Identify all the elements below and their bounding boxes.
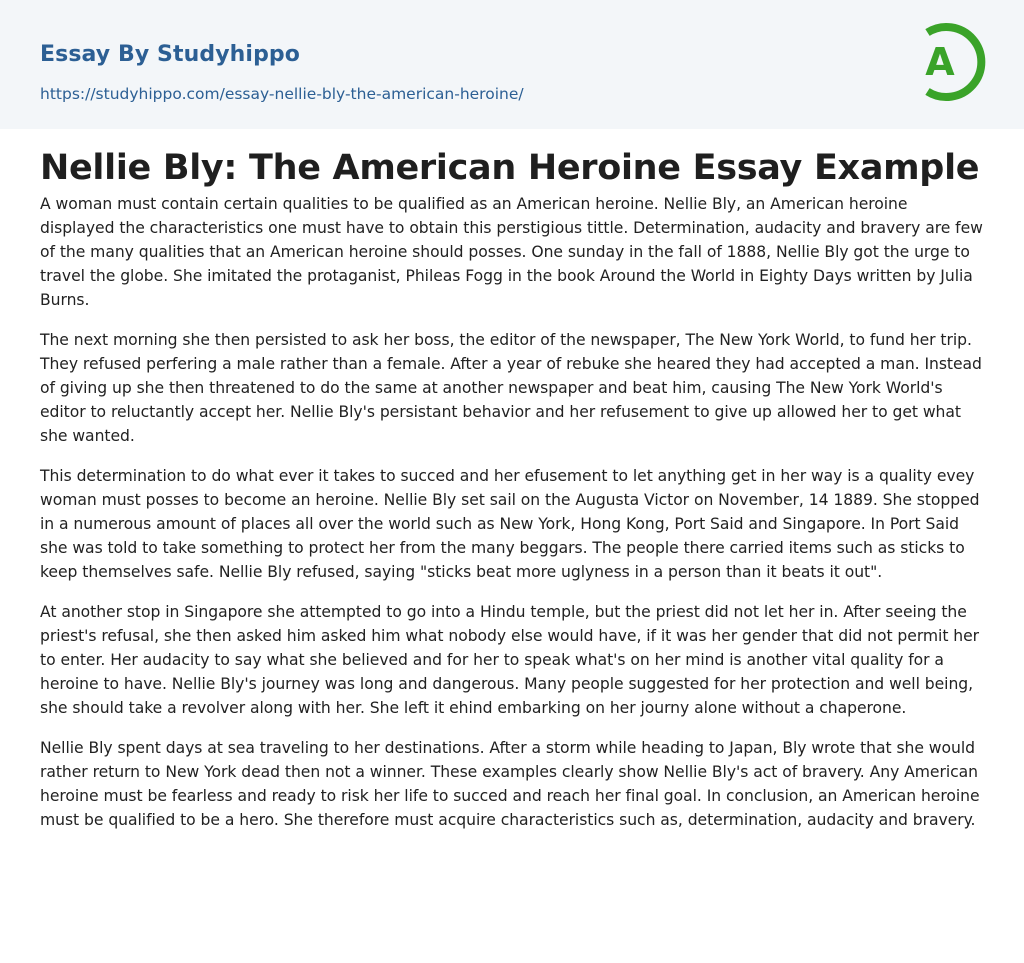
letter-a-ring-logo-icon[interactable] xyxy=(912,19,986,105)
logo-letter: A xyxy=(925,40,955,84)
article-paragraph: Nellie Bly spent days at sea traveling to her destinations. After a storm while heading to Japan, Bly wrote that she would rather return to New York dead then not a winner. These examples clearly show Nellie Bly's act of bravery. Any American heroine must be fearless and ready to risk her life to succed and reach her final goal. In conclusion, an American heroine must be qualified to be a hero. She therefore must acquire characteristics such as, determination, audacity and bravery. xyxy=(40,739,980,829)
source-url-link[interactable]: https://studyhippo.com/essay-nellie-bly-the-american-heroine/ xyxy=(40,85,524,103)
article xyxy=(0,129,1024,832)
article-paragraph: The next morning she then persisted to ask her boss, the editor of the newspaper, The New York World, to fund her trip. They refused perfering a male rather than a female. After a year of rebuke she heared they had accepted a man. Instead of giving up she then threatened to do the same at another newspaper and beat him, causing The New York World's editor to reluctantly accept her. Nellie Bly's persistant behavior and her refusement to give up allowed her to get what she wanted. xyxy=(40,331,982,445)
article-paragraph: At another stop in Singapore she attempted to go into a Hindu temple, but the priest did not let her in. After seeing the priest's refusal, she then asked him asked him what nobody else would have, if it was her gender that did not permit her to enter. Her audacity to say what she believed and for her to speak what's on her mind is another vital quality for a heroine to have. Nellie Bly's journey was long and dangerous. Many people suggested for her protection and well being, she should take a revolver along with her. She left it ehind embarking on her journy alone without a chaperone. xyxy=(40,603,980,717)
article-title: Nellie Bly: The American Heroine Essay Example xyxy=(40,148,980,188)
site-header xyxy=(0,0,1024,129)
article-paragraph: This determination to do what ever it takes to succed and her efusement to let anything get in her way is a quality evey woman must posses to become an heroine. Nellie Bly set sail on the Augusta Victor on November, 14 1889. She stopped in a numerous amount of places all over the world such as New York, Hong Kong, Port Said and Singapore. In Port Said she was told to take something to protect her from the many beggars. The people there carried items such as sticks to keep themselves safe. Nellie Bly refused, saying "sticks beat more uglyness in a person than it beats it out". xyxy=(40,467,980,581)
site-name[interactable]: Essay By Studyhippo xyxy=(40,42,300,67)
article-paragraph: A woman must contain certain qualities to be qualified as an American heroine. Nellie Bly, an American heroine displayed the characteristics one must have to obtain this perstigious tittle. Determination, audacity and bravery are few of the many qualities that an American heroine should posses. One sunday in the fall of 1888, Nellie Bly got the urge to travel the globe. She imitated the protaganist, Phileas Fogg in the book Around the World in Eighty Days written by Julia Burns. xyxy=(40,195,983,309)
